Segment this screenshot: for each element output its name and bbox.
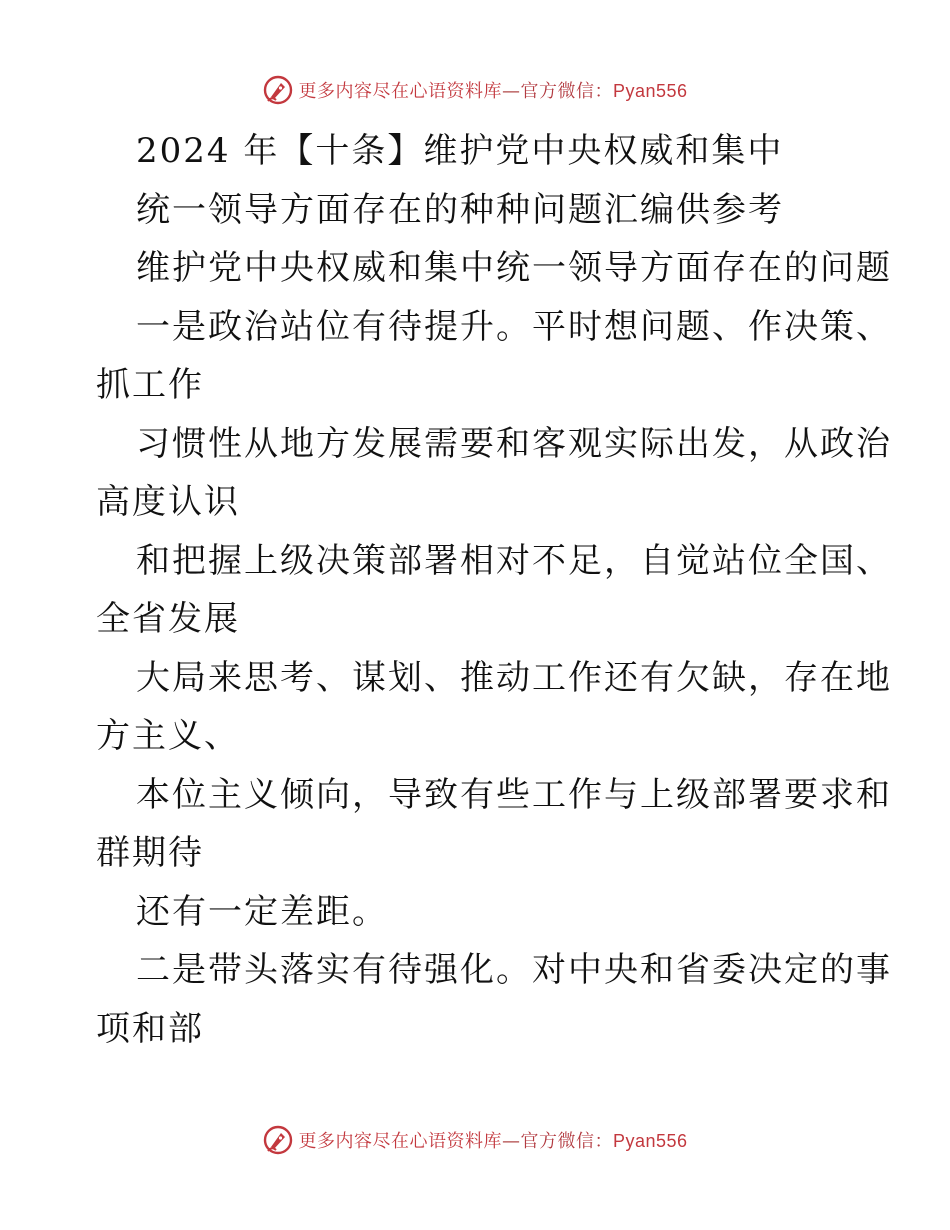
document-line: 统一领导方面存在的种种问题汇编供参考 xyxy=(136,189,784,230)
watermark-prefix: 更多内容尽在心语资料库 xyxy=(298,1131,502,1152)
watermark-text xyxy=(298,1127,687,1153)
header-watermark xyxy=(0,70,950,110)
document-line: 二是带头落实有待强化。对中央和省委决定的事 xyxy=(136,950,892,990)
document-line: 方主义、 xyxy=(96,716,240,756)
document-line: 大局来思考、谋划、推动工作还有欠缺，存在地 xyxy=(136,657,892,698)
watermark-separator: — xyxy=(501,1131,521,1152)
document-line: 维护党中央权威和集中统一领导方面存在的问题 xyxy=(136,248,892,288)
pen-nib-logo-icon xyxy=(262,1124,294,1156)
watermark-prefix: 更多内容尽在心语资料库 xyxy=(298,81,502,102)
watermark-wechat-label: 官方微信： xyxy=(520,81,613,102)
watermark-wechat-label: 官方微信： xyxy=(520,1131,613,1152)
document-line: 2024 年【十条】维护党中央权威和集中 xyxy=(136,131,784,171)
document-line: 一是政治站位有待提升。平时想问题、作决策、 xyxy=(136,306,892,347)
watermark-wechat-id: Pyan556 xyxy=(612,81,688,101)
document-line: 还有一定差距。 xyxy=(136,891,388,932)
document-line: 群期待 xyxy=(96,833,204,873)
watermark-text xyxy=(298,77,687,103)
document-line: 抓工作 xyxy=(96,365,204,405)
document-line: 项和部 xyxy=(96,1008,204,1049)
document-line: 本位主义倾向，导致有些工作与上级部署要求和 xyxy=(136,774,892,815)
document-line: 全省发展 xyxy=(96,599,240,639)
document-line: 习惯性从地方发展需要和客观实际出发，从政治 xyxy=(136,423,892,464)
watermark-separator: — xyxy=(501,81,521,102)
watermark-wechat-id: Pyan556 xyxy=(612,1131,688,1151)
footer-watermark xyxy=(0,1120,950,1160)
document-line: 和把握上级决策部署相对不足，自觉站位全国、 xyxy=(136,540,892,581)
document-line: 高度认识 xyxy=(96,482,240,522)
pen-nib-logo-icon xyxy=(262,74,294,106)
document-body xyxy=(96,122,892,1058)
